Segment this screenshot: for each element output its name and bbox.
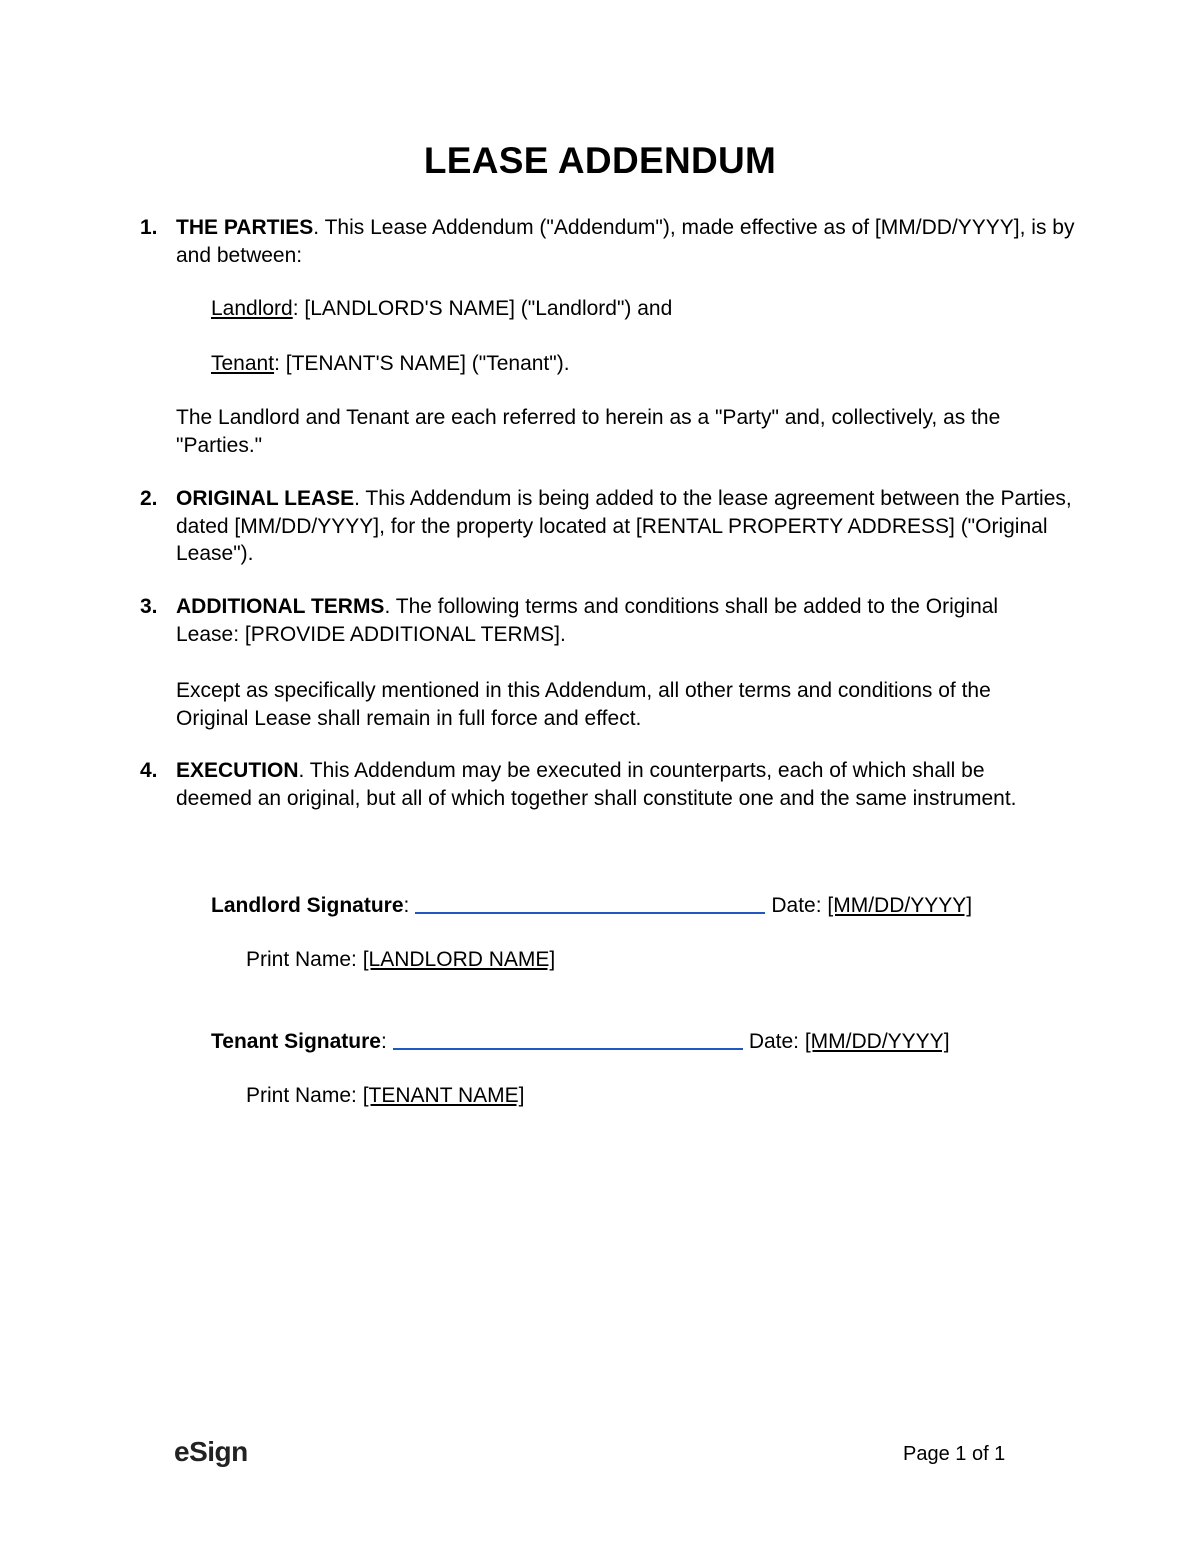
- tenant-signature-field[interactable]: [393, 1030, 743, 1050]
- landlord-signature-field[interactable]: [415, 894, 765, 914]
- section-number: 4.: [140, 759, 158, 782]
- page-number: Page 1 of 1: [903, 1443, 1006, 1465]
- section-body: [176, 485, 1080, 568]
- section-text: . This Lease Addendum ("Addendum"), made effective as of [MM/DD/YYYY], is by and between:: [176, 216, 1075, 267]
- tenant-signature-label: Tenant Signature: [211, 1030, 381, 1053]
- landlord-date-field[interactable]: [MM/DD/YYYY]: [827, 894, 973, 917]
- tenant-print-name-label: Print Name:: [246, 1084, 363, 1107]
- landlord-party-label: Landlord: [211, 297, 293, 320]
- tenant-party-line: [211, 350, 570, 378]
- section-text: . This Addendum is being added to the lease agreement between the Parties, dated [MM/DD/YYYY], for the property located at [RENTAL PROPERTY ADDRESS] ("Original Lease").: [176, 487, 1072, 565]
- tenant-signature-line: [211, 1028, 950, 1056]
- tenant-print-name-field[interactable]: [TENANT NAME]: [362, 1084, 525, 1107]
- additional-terms-note: Except as specifically mentioned in this Addendum, all other terms and conditions of the Original Lease shall remain in full force and effect.: [176, 679, 991, 730]
- section-body: [176, 757, 1056, 812]
- section-original-lease: [140, 485, 1080, 568]
- tenant-signature-colon: :: [380, 1030, 387, 1053]
- section-body: [176, 593, 1021, 648]
- section-the-parties: [140, 214, 1080, 269]
- landlord-party-text: : [LANDLORD'S NAME] ("Landlord") and: [292, 297, 673, 320]
- landlord-signature-colon: :: [403, 894, 410, 917]
- tenant-party-label: Tenant: [211, 352, 275, 375]
- landlord-print-name-field[interactable]: [LANDLORD NAME]: [362, 948, 556, 971]
- section-heading: EXECUTION: [176, 759, 299, 782]
- section-text: . The following terms and conditions shall be added to the Original Lease: [PROVIDE ADDITIONAL TERMS].: [176, 595, 999, 646]
- section-heading: THE PARTIES: [176, 216, 314, 239]
- section-number: 3.: [140, 595, 158, 618]
- parties-collective-paragraph: The Landlord and Tenant are each referred to herein as a "Party" and, collectively, as the "Parties.": [176, 406, 1001, 457]
- tenant-party-text: : [TENANT'S NAME] ("Tenant").: [274, 352, 570, 375]
- section-text: . This Addendum may be executed in counterparts, each of which shall be deemed an original, but all of which together shall constitute one and the same instrument.: [176, 759, 1017, 810]
- section-heading: ADDITIONAL TERMS: [176, 595, 385, 618]
- tenant-print-name-line: [246, 1082, 525, 1110]
- landlord-party-line: [211, 295, 672, 323]
- section-execution: [140, 757, 1080, 812]
- section-additional-terms: [140, 593, 1080, 648]
- tenant-date-label: Date:: [748, 1030, 805, 1053]
- tenant-date-field[interactable]: [MM/DD/YYYY]: [804, 1030, 950, 1053]
- landlord-date-label: Date:: [771, 894, 828, 917]
- document-title: LEASE ADDENDUM: [423, 140, 777, 181]
- esign-logo: eSign: [174, 1436, 248, 1467]
- landlord-print-name-line: [246, 946, 555, 974]
- section-number: 2.: [140, 487, 158, 510]
- section-heading: ORIGINAL LEASE: [176, 487, 355, 510]
- section-body: [176, 214, 1080, 269]
- landlord-signature-line: [211, 892, 972, 920]
- landlord-print-name-label: Print Name:: [246, 948, 363, 971]
- section-number: 1.: [140, 216, 158, 239]
- landlord-signature-label: Landlord Signature: [211, 894, 404, 917]
